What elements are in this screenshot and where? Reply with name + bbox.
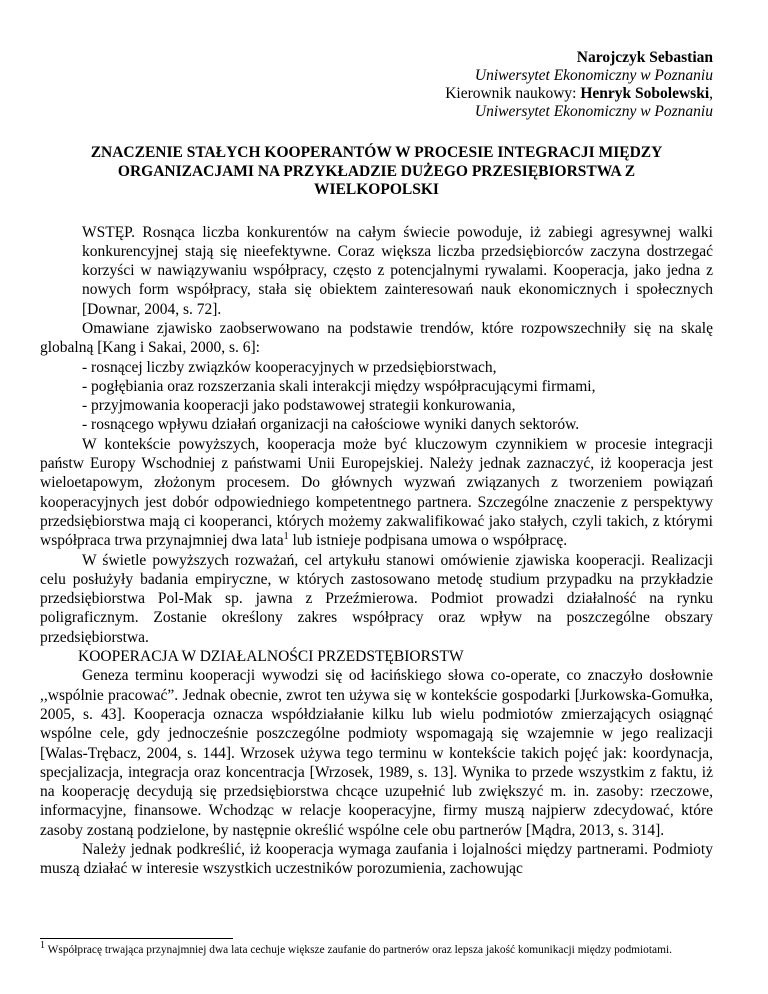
- trends-list: [40, 358, 713, 435]
- section-heading: KOOPERACJA W DZIAŁALNOŚCI PRZEDSTĘBIORSTW: [78, 648, 464, 666]
- footnote-mark: 1: [40, 940, 45, 952]
- footnote: [40, 941, 713, 960]
- document-page: [40, 0, 713, 879]
- paragraph-genesis: Geneza terminu kooperacji wywodzi się od łacińskiego słowa co-operate, co znaczyło dosłownie ,,wspólnie pracować”. Jednak obecnie, zwrot ten używa się w kontekście gospodarki [Jurkowska-Gomułka, 2005, s. 43]. Kooperacja oznacza współdziałanie kilku lub wielu podmiotów zmierzających osiągnąć wspólne cele, gdy jednocześnie poszczególne podmioty wspomagają się wzajemnie w jego realizacji [Walas-Trębacz, 2004, s. 144]. Wrzosek używa tego terminu w kontekście takich pojęć jak: koordynacja, specjalizacja, integracja oraz koncentracja [Wrzosek, 1989, s. 13]. Wynika to przede wszystkim z faktu, iż na kooperację decydują się przedsiębiorstwa chcące uzupełnić lub zwiększyć m. in. zasoby: rzeczowe, informacyjne, finansowe. Wchodząc w relacje kooperacyjne, firmy muszą najpierw zdecydować, które zasoby zostaną podzielone, by następnie określić wspólne cele obu partnerów [Mądra, 2013, s. 314].: [40, 667, 713, 839]
- paragraph-context-text: W kontekście powyższych, kooperacja może być kluczowym czynnikiem w procesie integracji państw Europy Wschodniej z państwami Unii Europejskiej. Należy jednak zaznaczyć, iż kooperacja jest wieloetapowym, złożonym procesem. Do głównych wyzwań związanych z tworzeniem powiązań kooperacyjnych jest dobór odpowiedniego kompetentnego partnera. Szczególne znaczenie z perspektywy przedsiębiorstwa mają ci kooperanci, których możemy zakwalifikować jako stałych, czyli takich, z którymi współpraca trwa przynajmniej dwa lata: [40, 435, 713, 550]
- paragraph-intro-text: WSTĘP. Rosnąca liczba konkurentów na całym świecie powoduje, iż zabiegi agresywnej walki konkurencyjnej stają się nieefektywne. Coraz większa liczba przedsiębiorców zaczyna dostrzegać korzyści w nawiązywaniu współpracy, często z potencjalnymi rywalami. Kooperacja, jako jedna z nowych form współpracy, stała się obiektem zainteresowań nauk ekonomicznych i społecznych [Downar, 2004, s. 72].: [82, 223, 713, 318]
- list-item: - pogłębiania oraz rozszerzania skali interakcji między współpracującymi firmami,: [82, 377, 596, 395]
- footnote-reference[interactable]: 1: [283, 531, 289, 543]
- paragraph-intro: [40, 223, 713, 319]
- paper-body: [40, 223, 713, 879]
- supervisor-line: [40, 85, 713, 103]
- list-item: - przyjmowania kooperacji jako podstawowej strategii konkurowania,: [82, 397, 516, 415]
- paper-title: ZNACZENIE STAŁYCH KOOPERANTÓW W PROCESIE INTEGRACJI MIĘDZY ORGANIZACJAMI NA PRZYKŁADZIE DUŻEGO PRZESIĘBIORSTWA Z WIELKOPOLSKI: [90, 144, 663, 198]
- supervisor-label: Kierownik naukowy:: [445, 85, 581, 102]
- paragraph-context-tail: lub istnieje podpisana umowa o współpracę.: [288, 532, 568, 550]
- paragraph-trends: Omawiane zjawisko zaobserwowano na podstawie trendów, które rozpowszechniły się na skalę globalną [Kang i Sakai, 2000, s. 6]:: [40, 319, 713, 357]
- list-item: - rosnącej liczby związków kooperacyjnych w przedsiębiorstwach,: [82, 358, 497, 376]
- footnote-text: Współpracę trwająca przynajmniej dwa lata cechuje większe zaufanie do partnerów oraz lepsza jakość komunikacji między podmiotami.: [45, 944, 672, 956]
- supervisor-name: Henryk Sobolewski: [580, 85, 710, 102]
- paragraph-aim: W świetle powyższych rozważań, cel artykułu stanowi omówienie zjawiska kooperacji. Realizacji celu posłużyły badania empiryczne, w których zastosowano metodę studium przypadku na przykładzie przedsiębiorstwa Pol-Mak sp. jawna z Przeźmierowa. Podmiot prowadzi działalność na rynku poligraficznym. Zostanie określony zakres współpracy oraz wpływ na poszczególne obszary przedsiębiorstwa.: [40, 551, 713, 646]
- footnote-divider: [40, 938, 233, 939]
- list-item: - rosnącego wpływu działań organizacji na całościowe wyniki danych sektorów.: [82, 416, 580, 434]
- author-affiliation: Uniwersytet Ekonomiczny w Poznaniu: [474, 67, 713, 84]
- paragraph-trust: Należy jednak podkreślić, iż kooperacja wymaga zaufania i lojalności między partnerami. Podmioty muszą działać w interesie wszystkich uczestników porozumienia, zachowując: [40, 841, 713, 878]
- paragraph-context: [40, 435, 713, 551]
- supervisor-affiliation: Uniwersytet Ekonomiczny w Poznaniu: [474, 103, 713, 120]
- author-block: [40, 49, 713, 121]
- author-name: Narojczyk Sebastian: [576, 49, 713, 66]
- supervisor-comma: ,: [709, 85, 713, 102]
